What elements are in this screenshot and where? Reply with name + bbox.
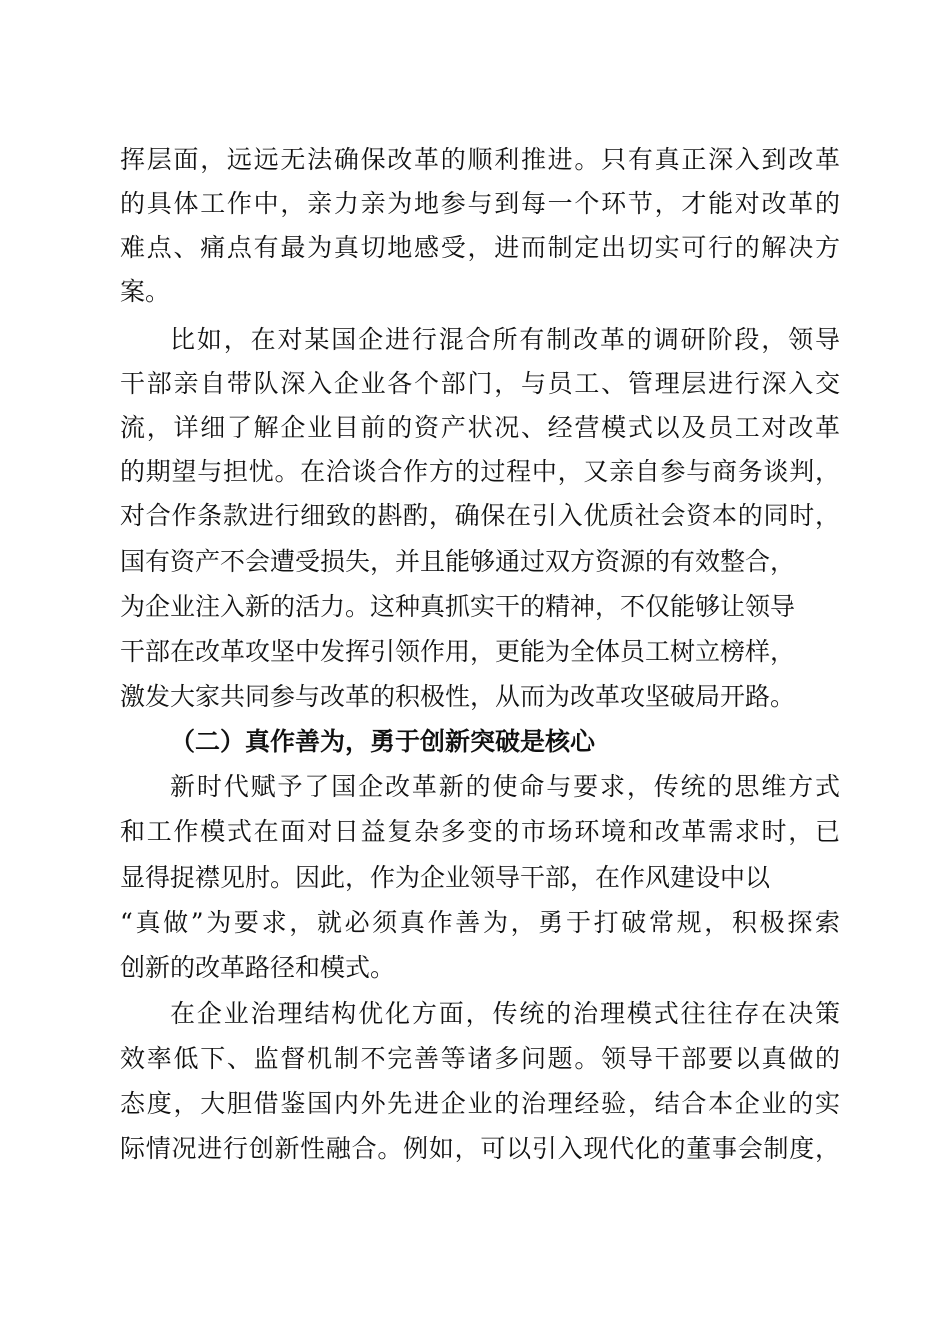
paragraph-line: “真做”为要求，就必须真作善为，勇于打破常规，积极探索 <box>120 908 840 937</box>
paragraph-line: 态度，大胆借鉴国内外先进企业的治理经验，结合本企业的实 <box>120 1089 840 1118</box>
paragraph-line: 和工作模式在面对日益复杂多变的市场环境和改革需求时，已 <box>120 817 840 846</box>
paragraph-first-line: 比如，在对某国企进行混合所有制改革的调研阶段，领导 <box>170 325 840 354</box>
paragraph-line: 的期望与担忧。在洽谈合作方的过程中，又亲自参与商务谈判， <box>120 457 840 486</box>
paragraph-first-line: 新时代赋予了国企改革新的使命与要求，传统的思维方式 <box>170 772 840 801</box>
paragraph-line: 的具体工作中，亲力亲为地参与到每一个环节，才能对改革的 <box>120 189 840 218</box>
paragraph-line: 案。 <box>120 277 171 306</box>
paragraph-line: 激发大家共同参与改革的积极性，从而为改革攻坚破局开路。 <box>120 682 796 711</box>
paragraph-line: 际情况进行创新性融合。例如，可以引入现代化的董事会制度， <box>120 1134 840 1163</box>
paragraph-line: 创新的改革路径和模式。 <box>120 953 396 982</box>
paragraph-line: 显得捉襟见肘。因此，作为企业领导干部，在作风建设中以 <box>120 863 771 892</box>
paragraph-line: 流，详细了解企业目前的资产状况、经营模式以及员工对改革 <box>120 413 840 442</box>
paragraph-line: 为企业注入新的活力。这种真抓实干的精神，不仅能够让领导 <box>120 592 796 621</box>
paragraph-line: 挥层面，远远无法确保改革的顺利推进。只有真正深入到改革 <box>120 145 840 174</box>
paragraph-line: 效率低下、监督机制不完善等诸多问题。领导干部要以真做的 <box>120 1044 840 1073</box>
section-heading: （二）真作善为，勇于创新突破是核心 <box>170 727 596 756</box>
paragraph-line: 对合作条款进行细致的斟酌，确保在引入优质社会资本的同时， <box>120 501 840 530</box>
paragraph-line: 难点、痛点有最为真切地感受，进而制定出切实可行的解决方 <box>120 233 840 262</box>
paragraph-line: 国有资产不会遭受损失，并且能够通过双方资源的有效整合， <box>120 547 796 576</box>
paragraph-line: 干部亲自带队深入企业各个部门，与员工、管理层进行深入交 <box>120 369 840 398</box>
paragraph-first-line: 在企业治理结构优化方面，传统的治理模式往往存在决策 <box>170 999 840 1028</box>
paragraph-line: 干部在改革攻坚中发挥引领作用，更能为全体员工树立榜样， <box>120 637 796 666</box>
